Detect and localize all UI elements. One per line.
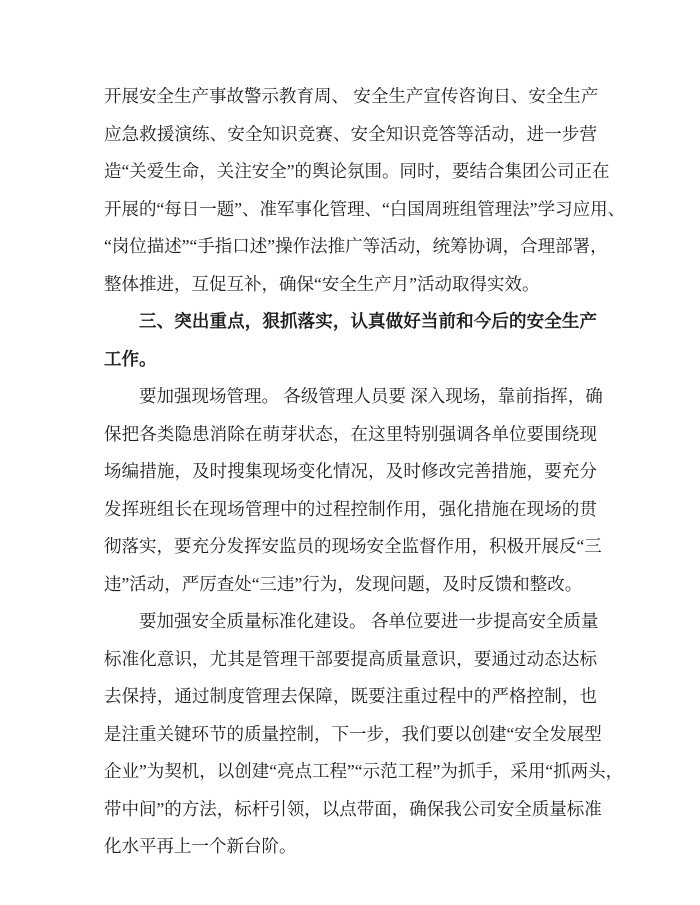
section-heading <box>104 303 597 378</box>
quality-standard-paragraph <box>104 603 624 866</box>
paragraph-line: 违”活动，严厉查处“三违”行为，发现问题，及时反馈和整改。 <box>104 573 583 594</box>
field-management-paragraph <box>104 378 603 603</box>
paragraph-line: 标准化意识，尤其是管理干部要提高质量意识，要通过动态达标 <box>104 648 597 669</box>
paragraph-line: 化水平再上一个新台阶。 <box>104 836 297 856</box>
paragraph-line: 开展安全生产事故警示教育周、 安全生产宣传咨询日、安全生产 <box>104 86 599 106</box>
heading-line: 三、突出重点，狠抓落实，认真做好当前和今后的安全生产 <box>139 311 597 331</box>
paragraph-line: 应急救援演练、安全知识竞赛、安全知识竞答等活动，进一步营 <box>104 123 597 144</box>
paragraph-line: 去保持，通过制度管理去保障，既要注重过程中的严格控制，也 <box>104 686 597 706</box>
paragraph-line: 保把各类隐患消除在萌芽状态，在这里特别强调各单位要围绕现 <box>104 423 597 444</box>
paragraph-line: 企业”为契机，以创建“亮点工程”“示范工程”为抓手，采用“抓两头， <box>104 761 624 781</box>
paragraph-line: 要加强现场管理。 各级管理人员要 深入现场，靠前指挥，确 <box>139 386 603 406</box>
heading-line: 工作。 <box>104 348 157 369</box>
paragraph-line: 整体推进，互促互补，确保“安全生产月”活动取得实效。 <box>104 273 540 294</box>
paragraph-line: 发挥班组长在现场管理中的过程控制作用，强化措施在现场的贯 <box>104 498 597 519</box>
paragraph-line: 造“关爱生命，关注安全”的舆论氛围。同时，要结合集团公司正在 <box>104 161 610 181</box>
paragraph-line: 要加强安全质量标准化建设。 各单位要进一步提高安全质量 <box>139 611 599 631</box>
paragraph-line: 彻落实，要充分发挥安监员的现场安全监督作用，积极开展反“三 <box>104 536 602 556</box>
continuation-paragraph <box>104 78 626 303</box>
paragraph-line: “岗位描述”“手指口述”操作法推广等活动，统筹协调，合理部署， <box>104 236 608 256</box>
paragraph-line: 开展的“每日一题”、准军事化管理、“白国周班组管理法”学习应用、 <box>104 198 626 219</box>
paragraph-line: 是注重关键环节的质量控制，下一步，我们要以创建“安全发展型 <box>104 723 602 744</box>
paragraph-line: 场编措施，及时搜集现场变化情况，及时修改完善措施，要充分 <box>104 461 597 481</box>
paragraph-line: 带中间”的方法，标杆引领，以点带面，确保我公司安全质量标准 <box>104 798 602 819</box>
